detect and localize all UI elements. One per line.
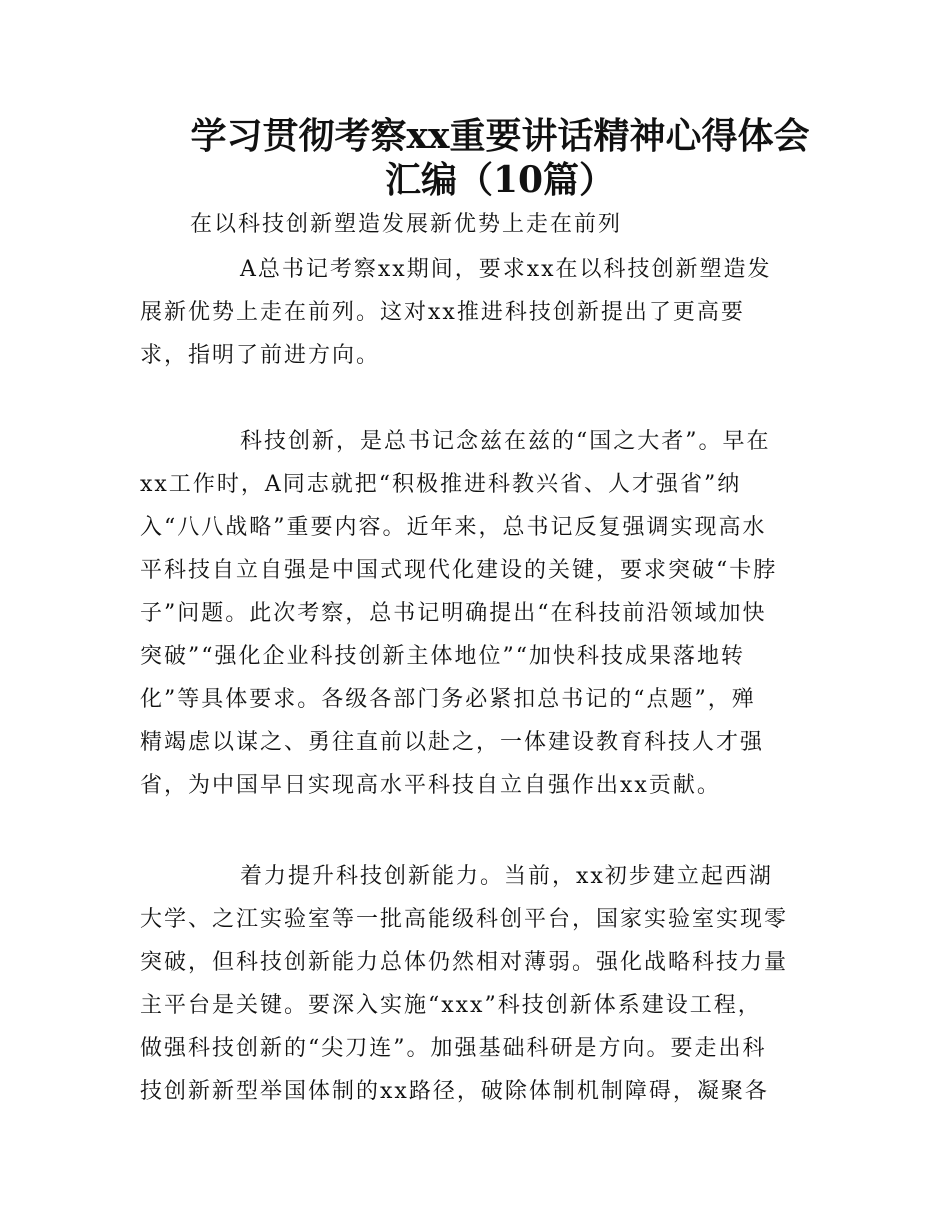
document-title-line-1: 学习贯彻考察xx重要讲话精神心得体会 [190, 115, 810, 157]
paragraph-line: 子”问题。此次考察，总书记明确提出“在科技前沿领域加快 [140, 601, 767, 626]
paragraph-line: 化”等具体要求。各级各部门务必紧扣总书记的“点题”，殚 [140, 687, 756, 712]
paragraph-1 [140, 248, 820, 377]
paragraph-line: 技创新新型举国体制的xx路径，破除体制机制障碍，凝聚各 [140, 1079, 769, 1104]
paragraph-line: 入“八八战略”重要内容。近年来，总书记反复强调实现高水 [140, 515, 767, 540]
paragraph-line: 突破”“强化企业科技创新主体地位”“加快科技成果落地转 [140, 644, 745, 669]
paragraph-2 [140, 420, 820, 807]
paragraph-line: 展新优势上走在前列。这对xx推进科技创新提出了更高要 [140, 300, 745, 325]
paragraph-line: 平科技自立自强是中国式现代化建设的关键，要求突破“卡脖 [140, 558, 778, 583]
paragraph-line: 精竭虑以谋之、勇往直前以赴之，一体建设教育科技人才强 [140, 730, 765, 755]
document-subtitle: 在以科技创新塑造发展新优势上走在前列 [190, 212, 623, 237]
paragraph-line: 主平台是关键。要深入实施“xxx”科技创新体系建设工程， [140, 993, 762, 1018]
paragraph-3 [140, 855, 820, 1113]
document-title-line-2: 汇编（10篇） [384, 159, 616, 201]
paragraph-line: 做强科技创新的“尖刀连”。加强基础科研是方向。要走出科 [140, 1036, 767, 1061]
paragraph-line: xx工作时，A同志就把“积极推进科教兴省、人才强省”纳 [140, 472, 742, 497]
paragraph-line: 大学、之江实验室等一批高能级科创平台，国家实验室实现零 [140, 907, 789, 932]
paragraph-line: 着力提升科技创新能力。当前，xx初步建立起西湖 [240, 864, 773, 889]
paragraph-line: 省，为中国早日实现高水平科技自立自强作出xx贡献。 [140, 773, 721, 798]
paragraph-line: 科技创新，是总书记念兹在兹的“国之大者”。早在 [240, 429, 771, 454]
paragraph-line: 求，指明了前进方向。 [140, 343, 381, 368]
paragraph-line: 突破，但科技创新能力总体仍然相对薄弱。强化战略科技力量 [140, 950, 789, 975]
paragraph-line: A总书记考察xx期间，要求xx在以科技创新塑造发 [240, 257, 772, 282]
